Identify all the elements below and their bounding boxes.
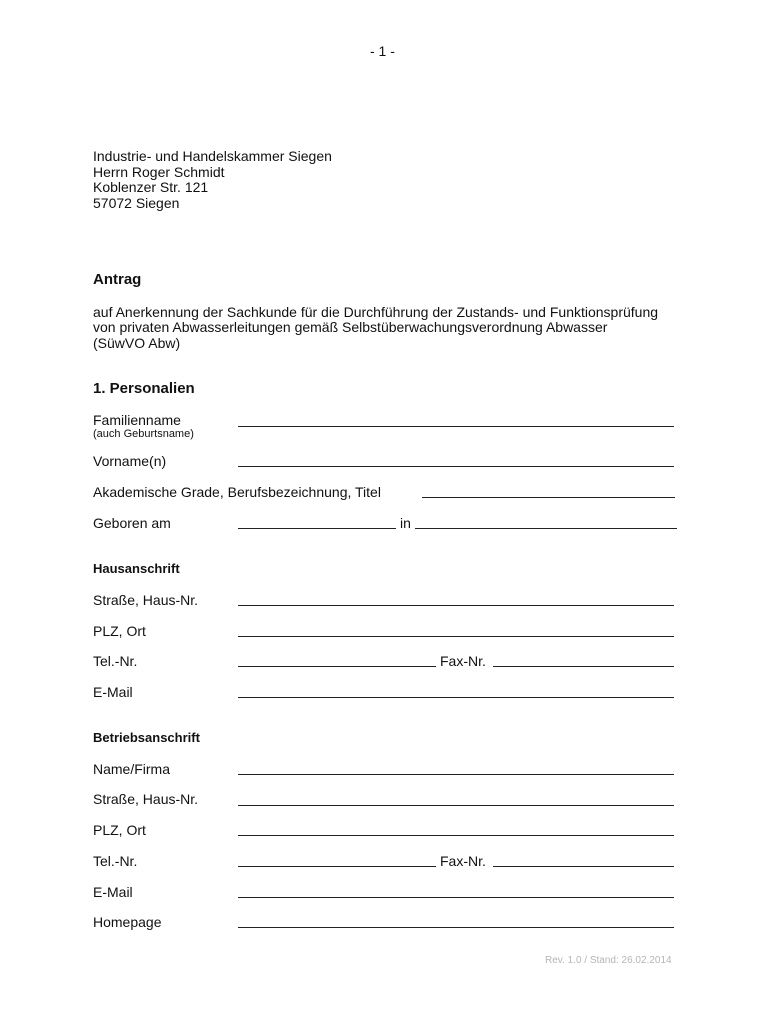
section-personalien-title: 1. Personalien bbox=[93, 380, 195, 397]
address-line-3: Koblenzer Str. 121 bbox=[93, 179, 209, 195]
geburtsort-label: in bbox=[400, 515, 411, 531]
betrieb-plz-field[interactable] bbox=[238, 835, 674, 836]
familienname-note: (auch Geburtsname) bbox=[93, 428, 194, 440]
betrieb-fax-field[interactable] bbox=[493, 866, 674, 867]
antrag-title: Antrag bbox=[93, 271, 142, 288]
grade-label: Akademische Grade, Berufsbezeichnung, Titel bbox=[93, 484, 381, 500]
geburtsdatum-field[interactable] bbox=[238, 528, 396, 529]
familienname-field[interactable] bbox=[238, 426, 674, 427]
address-line-1: Industrie- und Handelskammer Siegen bbox=[93, 148, 332, 164]
betrieb-strasse-label: Straße, Haus-Nr. bbox=[93, 791, 199, 807]
betrieb-fax-label: Fax-Nr. bbox=[440, 853, 486, 869]
betrieb-tel-label: Tel.-Nr. bbox=[93, 853, 138, 869]
section-betriebsanschrift-title: Betriebsanschrift bbox=[93, 730, 200, 745]
antrag-text-line-2: von privaten Abwasserleitungen gemäß Selbstüberwachungsverordnung Abwasser bbox=[93, 319, 608, 335]
geburtsort-field[interactable] bbox=[415, 528, 677, 529]
address-line-2: Herrn Roger Schmidt bbox=[93, 164, 225, 180]
haus-strasse-field[interactable] bbox=[238, 605, 674, 606]
section-hausanschrift-title: Hausanschrift bbox=[93, 561, 180, 576]
betrieb-name-label: Name/Firma bbox=[93, 761, 171, 777]
antrag-text-line-1: auf Anerkennung der Sachkunde für die Durchführung der Zustands- und Funktionsprüfung bbox=[93, 304, 659, 320]
revision-footer: Rev. 1.0 / Stand: 26.02.2014 bbox=[545, 955, 672, 966]
betrieb-email-label: E-Mail bbox=[93, 884, 133, 900]
betrieb-homepage-label: Homepage bbox=[93, 914, 162, 930]
haus-email-label: E-Mail bbox=[93, 684, 133, 700]
betrieb-homepage-field[interactable] bbox=[238, 927, 674, 928]
haus-plz-field[interactable] bbox=[238, 636, 674, 637]
familienname-label: Familienname bbox=[93, 412, 181, 428]
betrieb-name-field[interactable] bbox=[238, 774, 674, 775]
haus-fax-field[interactable] bbox=[493, 666, 674, 667]
haus-fax-label: Fax-Nr. bbox=[440, 653, 486, 669]
betrieb-strasse-field[interactable] bbox=[238, 805, 674, 806]
geboren-label: Geboren am bbox=[93, 515, 171, 531]
haus-tel-field[interactable] bbox=[238, 666, 436, 667]
antrag-text-line-3: (SüwVO Abw) bbox=[93, 335, 181, 351]
vorname-field[interactable] bbox=[238, 466, 674, 467]
grade-field[interactable] bbox=[422, 497, 675, 498]
haus-email-field[interactable] bbox=[238, 697, 674, 698]
haus-tel-label: Tel.-Nr. bbox=[93, 653, 138, 669]
betrieb-plz-label: PLZ, Ort bbox=[93, 822, 146, 838]
address-line-4: 57072 Siegen bbox=[93, 195, 180, 211]
haus-strasse-label: Straße, Haus-Nr. bbox=[93, 592, 199, 608]
haus-plz-label: PLZ, Ort bbox=[93, 623, 146, 639]
vorname-label: Vorname(n) bbox=[93, 453, 167, 469]
betrieb-tel-field[interactable] bbox=[238, 866, 436, 867]
page-number: - 1 - bbox=[370, 43, 395, 59]
betrieb-email-field[interactable] bbox=[238, 897, 674, 898]
